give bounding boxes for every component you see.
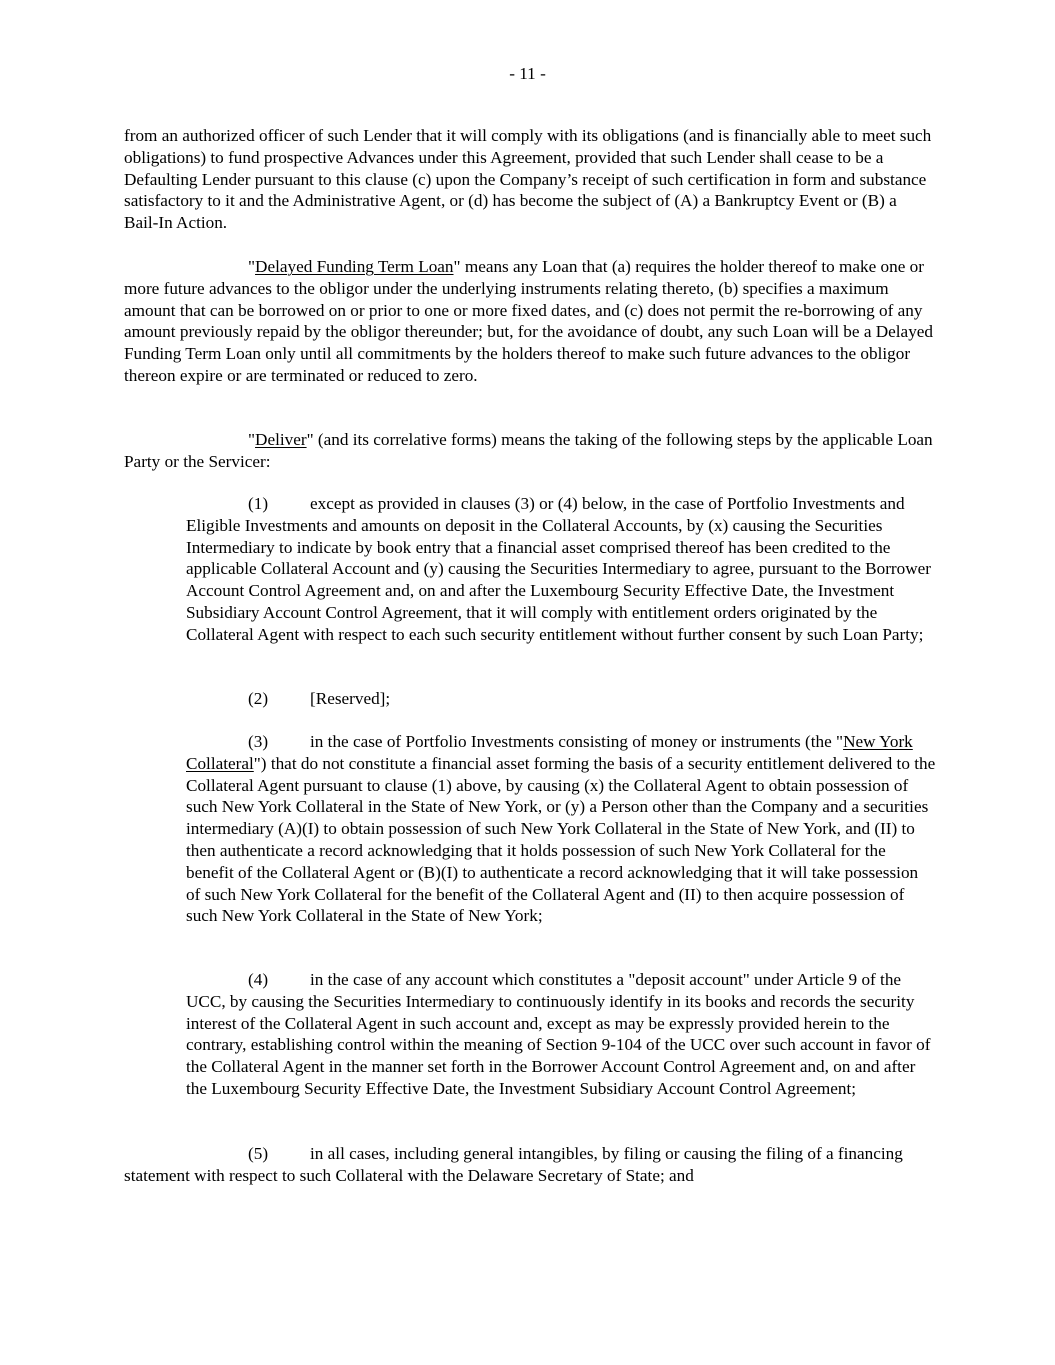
defined-term-delayed-funding-term-loan: Delayed Funding Term Loan (255, 257, 454, 276)
open-quote: " (248, 430, 256, 449)
clause-text-before: in the case of Portfolio Investments consisting of money or instruments (the " (310, 732, 844, 751)
definition-text: " (and its correlative forms) means the taking of the following steps by the applicable Loan Party or the Servicer: (124, 430, 933, 471)
clause-number: (2) (248, 689, 269, 708)
paragraph-text: from an authorized officer of such Lender that it will comply with its obligations (and is financially able to meet such obligations) to fund prospective Advances under this Agreement, provided that such Lender shall cease to be a Defaulting Lender pursuant to this clause (c) upon the Company’s receipt of such certification in form and substance satisfactory to it and the Administrative Agent, or (d) has become the subject of (A) a Bankruptcy Event or (B) a Bail-In Action. (124, 126, 932, 233)
clause-text: [Reserved]; (310, 689, 391, 708)
clause-1 (186, 493, 936, 646)
open-quote: " (248, 257, 256, 276)
paragraph-defaulting-lender-continued (124, 125, 934, 234)
page-number: - 11 - (509, 64, 546, 83)
clause-5 (124, 1143, 934, 1187)
clause-text: except as provided in clauses (3) or (4) below, in the case of Portfolio Investments and Eligible Investments and amounts on deposit in the Collateral Accounts, by (x) causing the Securities Intermediary to indicate by book entry that a financial asset comprised thereof has been credited to the applicable Collateral Account and (y) causing the Securities Intermediary to agree, pursuant to the Borrower Account Control Agreement and, on and after the Luxembourg Security Effective Date, the Investment Subsidiary Account Control Agreement, that it will comply with entitlement orders originated by the Collateral Agent with respect to each such security entitlement without further consent by such Loan Party; (186, 494, 932, 644)
clause-3 (186, 731, 936, 927)
clause-4 (186, 969, 936, 1100)
definition-deliver (124, 429, 934, 473)
clause-number: (5) (248, 1144, 269, 1163)
clause-text-after: ") that do not constitute a financial asset forming the basis of a security entitlement delivered to the Collateral Agent pursuant to clause (1) above, by causing (x) the Collateral Agent to obtain possession of such New York Collateral in the State of New York, or (y) a Person other than the Company and a securities intermediary (A)(I) to obtain possession of such New York Collateral in the State of New York, and (II) to then authenticate a record acknowledging that it holds possession of such New York Collateral for the benefit of the Collateral Agent or (B)(I) to authenticate a record acknowledging that it will take possession of such New York Collateral for the benefit of the Collateral Agent and (II) to then acquire possession of such New York Collateral in the State of New York; (186, 753, 936, 926)
definition-delayed-funding-term-loan (124, 256, 934, 387)
clause-text: in the case of any account which constitutes a "deposit account" under Article 9 of the UCC, by causing the Securities Intermediary to continuously identify in its books and records the security interest of the Collateral Agent in such account and, except as may be expressly provided herein to the contrary, establishing control within the meaning of Section 9-104 of the UCC over such account in favor of the Collateral Agent in the manner set forth in the Borrower Account Control Agreement and, on and after the Luxembourg Security Effective Date, the Investment Subsidiary Account Control Agreement; (186, 970, 931, 1098)
definition-text: " means any Loan that (a) requires the holder thereof to make one or more future advances to the obligor under the underlying instruments relating thereto, (b) specifies a maximum amount that can be borrowed on or prior to one or more fixed dates, and (c) does not permit the re-borrowing of any amount previously repaid by the obligor thereunder; but, for the avoidance of doubt, any such Loan will be a Delayed Funding Term Loan only until all commitments by the holders thereof to make such future advances to the obligor thereon expire or are terminated or reduced to zero. (124, 257, 934, 385)
clause-2 (186, 688, 936, 710)
defined-term-new-york-collateral: New York Collateral (186, 732, 913, 773)
defined-term-deliver: Deliver (255, 430, 307, 449)
clause-text: in all cases, including general intangibles, by filing or causing the filing of a financing statement with respect to such Collateral with the Delaware Secretary of State; and (124, 1144, 903, 1185)
clause-number: (3) (248, 732, 269, 751)
clause-number: (1) (248, 494, 269, 513)
clause-number: (4) (248, 970, 269, 989)
